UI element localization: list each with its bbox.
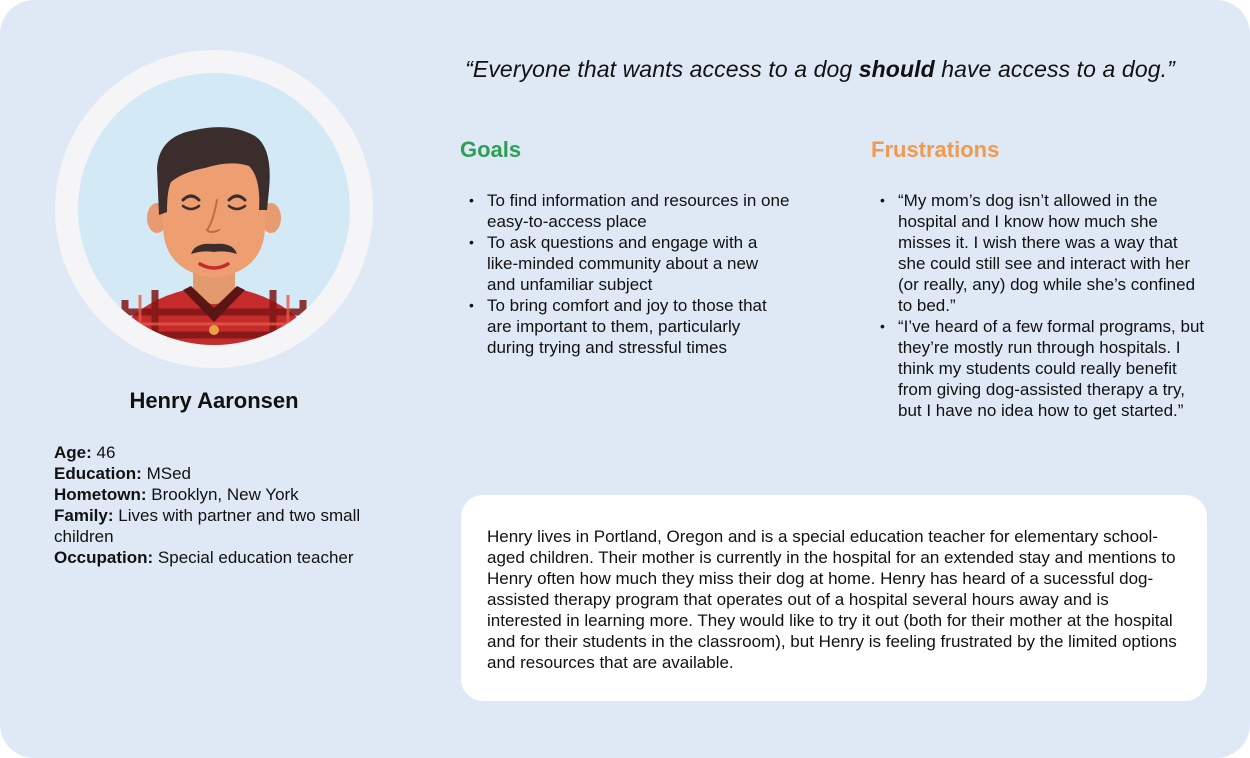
detail-hometown	[54, 484, 384, 505]
frustrations-list	[871, 190, 1206, 421]
detail-value: Lives with partner and two small children	[54, 506, 361, 546]
detail-label: Family:	[54, 506, 114, 525]
detail-label: Occupation:	[54, 548, 154, 567]
bullet-dot-icon: •	[880, 318, 885, 334]
bullet-dot-icon: •	[469, 234, 474, 250]
detail-value: MSed	[146, 464, 191, 483]
bullet-dot-icon: •	[469, 192, 474, 208]
detail-family	[54, 505, 384, 547]
detail-label: Age:	[54, 443, 92, 462]
persona-avatar-illustration	[55, 50, 373, 368]
frustrations-heading: Frustrations	[871, 137, 1000, 162]
detail-value: 46	[96, 443, 116, 462]
goal-item	[460, 232, 790, 295]
persona-quote	[420, 56, 1220, 83]
detail-occupation	[54, 547, 384, 568]
detail-label: Hometown:	[54, 485, 147, 504]
bullet-dot-icon: •	[469, 297, 474, 313]
quote-text-before: “Everyone that wants access to a dog	[465, 56, 859, 82]
frustration-text: “I’ve heard of a few formal programs, but they’re mostly run through hospitals. I think my students could really benefit from giving dog-assisted therapy a try, but I have no idea how to get started.”	[898, 317, 1205, 420]
bullet-dot-icon: •	[880, 192, 885, 208]
detail-age	[54, 442, 384, 463]
detail-education	[54, 463, 384, 484]
goals-list	[460, 190, 790, 358]
goal-item	[460, 190, 790, 232]
goal-text: To bring comfort and joy to those that are important to them, particularly during trying and stressful times	[487, 296, 767, 357]
detail-value: Brooklyn, New York	[151, 485, 299, 504]
goal-text: To ask questions and engage with a like-minded community about a new and unfamiliar subject	[487, 233, 759, 294]
persona-details	[54, 442, 384, 568]
bio-card	[461, 495, 1207, 701]
frustration-text: “My mom’s dog isn’t allowed in the hospital and I know how much she misses it. I wish there was a way that she could still see and interact with her (or really, any) dog while she’s confined to bed.”	[898, 191, 1196, 315]
frustration-item	[871, 190, 1206, 316]
quote-text-after: have access to a dog.”	[934, 56, 1175, 82]
goal-item	[460, 295, 790, 358]
quote-emphasis: should	[858, 56, 935, 82]
detail-value: Special education teacher	[157, 548, 354, 567]
persona-name: Henry Aaronsen	[129, 388, 299, 413]
frustration-item	[871, 316, 1206, 421]
detail-label: Education:	[54, 464, 142, 483]
bio-text: Henry lives in Portland, Oregon and is a special education teacher for elementary school-aged children. Their mother is currently in the hospital for an extended stay and mentions to Henry often how much they miss their dog at home. Henry has heard of a sucessful dog-assisted therapy program that operates out of a hospital several hours away and is interested in learning more. They would like to try it out (both for their mother at the hospital and for their students in the classroom), but Henry is feeling frustrated by the limited options and resources that are available.	[487, 527, 1177, 672]
goal-text: To find information and resources in one easy-to-access place	[487, 191, 790, 231]
goals-heading: Goals	[460, 137, 522, 162]
